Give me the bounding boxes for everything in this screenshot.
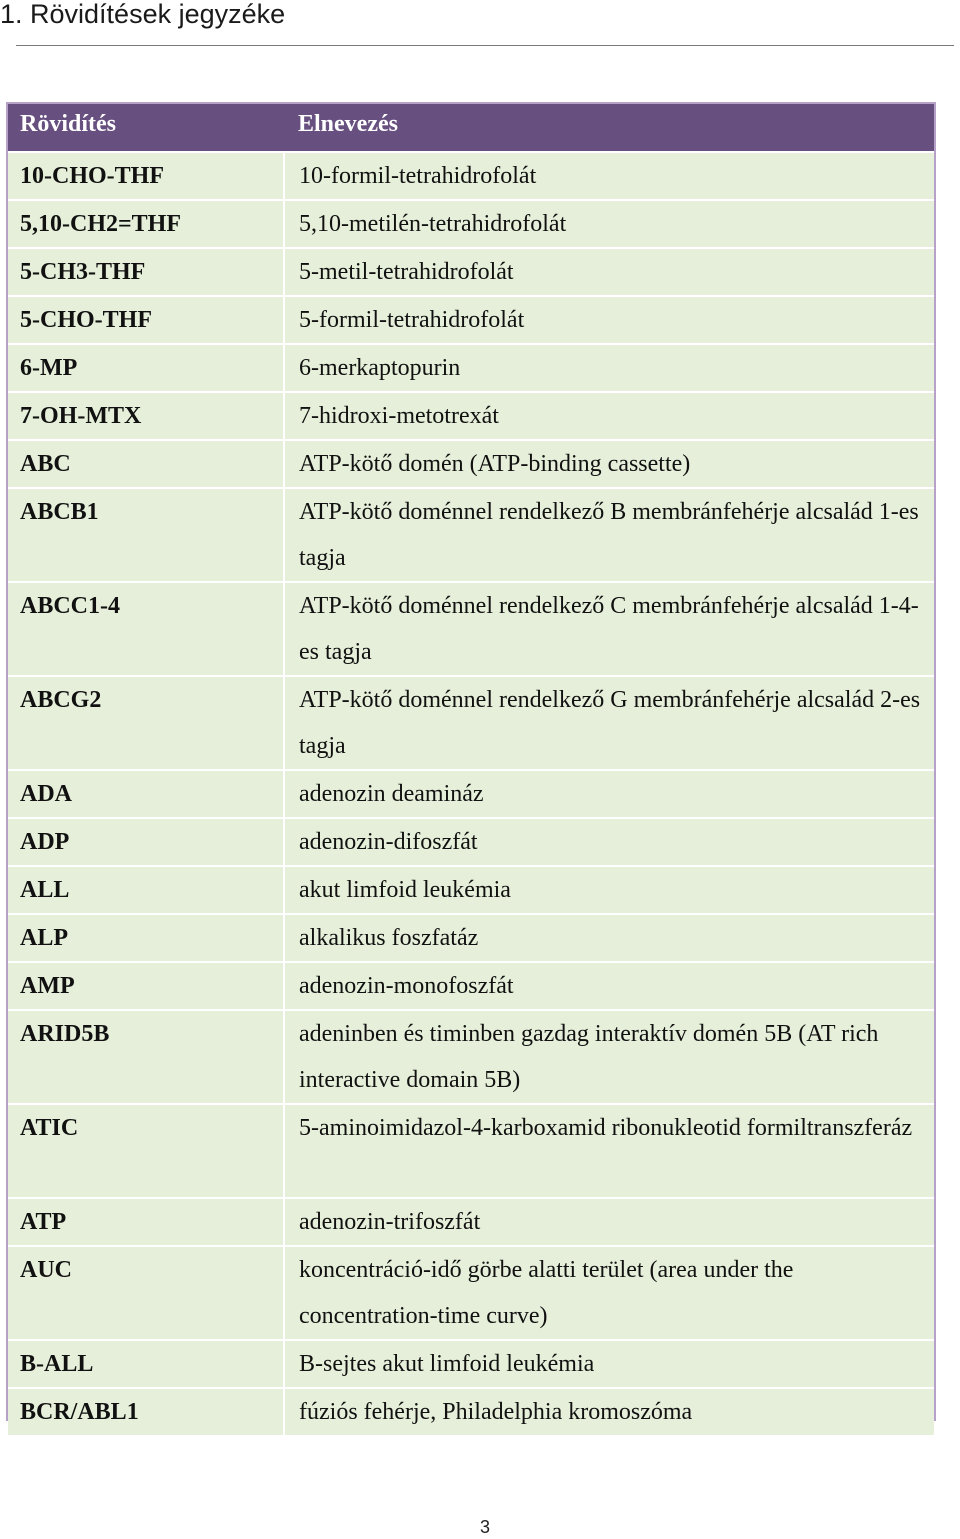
table-row [8,440,934,488]
abbreviation-cell: AUC [8,1246,284,1340]
name-cell: adeninben és timinben gazdag interaktív domén 5B (AT rich interactive domain 5B) [284,1010,934,1104]
table-row [8,392,934,440]
abbreviations-table-grid [8,104,934,1435]
table-row [8,1010,934,1104]
abbreviation-cell: ADP [8,818,284,866]
abbreviation-cell: B-ALL [8,1340,284,1388]
table-row [8,818,934,866]
table-row [8,296,934,344]
abbreviation-cell: ATIC [8,1104,284,1198]
abbreviations-table [6,102,936,1425]
page-number: 3 [479,1517,490,1537]
name-cell: 5-metil-tetrahidrofolát [284,248,934,296]
name-cell: ATP-kötő domén (ATP-binding cassette) [284,440,934,488]
name-cell: B-sejtes akut limfoid leukémia [284,1340,934,1388]
table-row [8,914,934,962]
name-cell: koncentráció-idő görbe alatti terület (area under the concentration-time curve) [284,1246,934,1340]
abbreviation-cell: 5-CH3-THF [8,248,284,296]
table-row [8,962,934,1010]
table-row [8,1198,934,1246]
abbreviation-cell: ABC [8,440,284,488]
abbreviation-cell: ARID5B [8,1010,284,1104]
name-cell: alkalikus foszfatáz [284,914,934,962]
name-cell: 7-hidroxi-metotrexát [284,392,934,440]
header-abbreviation: Rövidítés [8,104,284,152]
table-row [8,676,934,770]
name-cell: adenozin-trifoszfát [284,1198,934,1246]
abbreviation-cell: ABCG2 [8,676,284,770]
table-row [8,866,934,914]
name-cell: adenozin-monofoszfát [284,962,934,1010]
name-cell: 5-aminoimidazol-4-karboxamid ribonukleotid formiltranszferáz [284,1104,934,1198]
abbreviation-cell: 5,10-CH2=THF [8,200,284,248]
abbreviation-cell: ADA [8,770,284,818]
table-row [8,1246,934,1340]
name-cell: akut limfoid leukémia [284,866,934,914]
table-row [8,344,934,392]
abbreviation-cell: 6-MP [8,344,284,392]
table-row [8,1340,934,1388]
table-row [8,248,934,296]
abbreviation-cell: ALL [8,866,284,914]
name-cell: fúziós fehérje, Philadelphia kromoszóma [284,1388,934,1436]
table-row [8,488,934,582]
table-body [8,152,934,1435]
name-cell: 10-formil-tetrahidrofolát [284,152,934,200]
header-name: Elnevezés [284,104,934,152]
abbreviation-cell: 7-OH-MTX [8,392,284,440]
table-row [8,200,934,248]
abbreviation-cell: ABCB1 [8,488,284,582]
section-heading: 1. Rövidítések jegyzéke [0,0,286,29]
table-row [8,1104,934,1198]
name-cell: ATP-kötő doménnel rendelkező B membránfehérje alcsalád 1-es tagja [284,488,934,582]
name-cell: adenozin-difoszfát [284,818,934,866]
abbreviation-cell: ALP [8,914,284,962]
heading-divider [16,45,954,46]
name-cell: 6-merkaptopurin [284,344,934,392]
abbreviation-cell: 10-CHO-THF [8,152,284,200]
table-row [8,770,934,818]
abbreviation-cell: BCR/ABL1 [8,1388,284,1436]
name-cell: 5-formil-tetrahidrofolát [284,296,934,344]
abbreviation-cell: 5-CHO-THF [8,296,284,344]
name-cell: 5,10-metilén-tetrahidrofolát [284,200,934,248]
name-cell: ATP-kötő doménnel rendelkező C membránfehérje alcsalád 1-4-es tagja [284,582,934,676]
abbreviation-cell: ABCC1-4 [8,582,284,676]
name-cell: adenozin deamináz [284,770,934,818]
table-row [8,1388,934,1436]
table-row [8,582,934,676]
abbreviation-cell: ATP [8,1198,284,1246]
table-row [8,152,934,200]
abbreviation-cell: AMP [8,962,284,1010]
name-cell: ATP-kötő doménnel rendelkező G membránfehérje alcsalád 2-es tagja [284,676,934,770]
table-header-row [8,104,934,152]
